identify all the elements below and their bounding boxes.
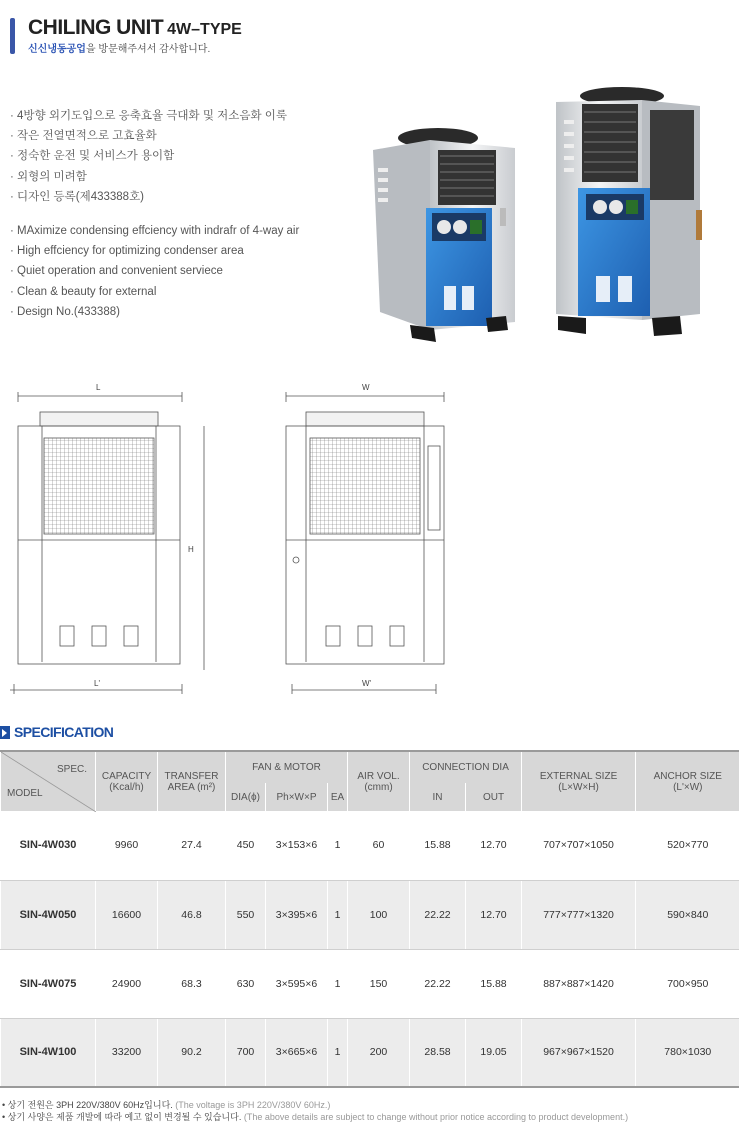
dim-label-w: W [362, 383, 370, 392]
cell-capacity: 24900 [96, 949, 158, 1018]
table-row [1, 1018, 739, 1087]
feature-en-5: · Design No.(433388) [10, 305, 120, 318]
note-1 [2, 1099, 628, 1111]
header-transfer-label: TRANSFER [164, 770, 219, 782]
header-transfer [158, 751, 226, 811]
header-accent-bar [10, 18, 15, 54]
feature-ko-4: · 외형의 미려함 [10, 170, 87, 183]
spec-heading-text: SPECIFICATION [14, 724, 114, 740]
header-external-label: EXTERNAL SIZE [539, 770, 618, 782]
table-row [1, 811, 739, 880]
cell-in: 15.88 [410, 811, 466, 880]
cell-area: 68.3 [158, 949, 226, 1018]
header-in: IN [410, 783, 466, 811]
footnotes [2, 1099, 628, 1123]
cell-in: 22.22 [410, 949, 466, 1018]
cell-dia: 700 [226, 1018, 266, 1087]
cell-model: SIN-4W030 [1, 811, 96, 880]
cell-capacity: 16600 [96, 880, 158, 949]
cell-ea: 1 [328, 949, 348, 1018]
note-1-ko: • 상기 전원은 3PH 220V/380V 60Hz입니다. [2, 1100, 173, 1110]
title-sub: 4W–TYPE [167, 21, 242, 38]
header-air-vol-unit: (cmm) [364, 781, 393, 793]
cell-area: 90.2 [158, 1018, 226, 1087]
cell-dia: 550 [226, 880, 266, 949]
cell-air: 200 [348, 1018, 410, 1087]
cell-external: 887×887×1420 [522, 949, 636, 1018]
header-air-vol [348, 751, 410, 811]
cell-in: 28.58 [410, 1018, 466, 1087]
cell-capacity: 33200 [96, 1018, 158, 1087]
dim-label-l-prime: L' [94, 679, 100, 688]
header-air-vol-label: AIR VOL. [357, 770, 400, 782]
feature-list [10, 106, 360, 322]
header-external [522, 751, 636, 811]
header-connection: CONNECTION DIA [410, 751, 522, 783]
header-phwp: Ph×W×P [266, 783, 328, 811]
cell-external: 967×967×1520 [522, 1018, 636, 1087]
feature-en-2: · High effciency for optimizing condenser area [10, 245, 244, 258]
note-1-en: (The voltage is 3PH 220V/380V 60Hz.) [175, 1100, 331, 1110]
large-unit-photo [556, 87, 702, 336]
cell-out: 12.70 [466, 880, 522, 949]
cell-anchor: 700×950 [636, 949, 739, 1018]
note-2 [2, 1111, 628, 1123]
feature-en-1: · MAximize condensing effciency with indrafr of 4-way air [10, 224, 300, 237]
header-dia: DIA(ϕ) [226, 783, 266, 811]
cell-out: 12.70 [466, 811, 522, 880]
header-transfer-area: AREA (m²) [167, 781, 216, 793]
feature-ko-1: · 4방향 외기도입으로 응축효율 극대화 및 저소음화 이룩 [10, 110, 287, 122]
spec-table [0, 750, 739, 1088]
cell-area: 27.4 [158, 811, 226, 880]
cell-anchor: 780×1030 [636, 1018, 739, 1087]
feature-ko-5: · 디자인 등록(제433388호) [10, 190, 145, 203]
dim-label-h: H [188, 545, 194, 554]
cell-phwp: 3×153×6 [266, 811, 328, 880]
dimension-drawings [0, 372, 739, 702]
header-out: OUT [466, 783, 522, 811]
header-capacity-label: CAPACITY [101, 770, 152, 782]
cell-ea: 1 [328, 1018, 348, 1087]
header-anchor-label: ANCHOR SIZE [653, 770, 722, 782]
note-2-en: (The above details are subject to change without prior notice according to product development.) [243, 1112, 629, 1122]
cell-out: 19.05 [466, 1018, 522, 1087]
dim-label-w-prime: W' [362, 679, 372, 688]
cell-ea: 1 [328, 880, 348, 949]
cell-air: 150 [348, 949, 410, 1018]
cell-phwp: 3×395×6 [266, 880, 328, 949]
cell-dia: 450 [226, 811, 266, 880]
feature-ko-2: · 작은 전열면적으로 고효율화 [10, 130, 157, 143]
cell-model: SIN-4W100 [1, 1018, 96, 1087]
cell-phwp: 3×595×6 [266, 949, 328, 1018]
cell-external: 777×777×1320 [522, 880, 636, 949]
cell-dia: 630 [226, 949, 266, 1018]
header-spec-model [1, 751, 96, 811]
header-anchor [636, 751, 739, 811]
cell-external: 707×707×1050 [522, 811, 636, 880]
header-spec: SPEC. [56, 764, 87, 775]
arrow-right-icon [0, 726, 10, 739]
cell-in: 22.22 [410, 880, 466, 949]
header-capacity [96, 751, 158, 811]
feature-ko-3: · 정숙한 운전 및 서비스가 용이함 [10, 150, 175, 163]
title-main: CHILING UNIT [28, 16, 164, 39]
cell-capacity: 9960 [96, 811, 158, 880]
header-capacity-unit: (Kcal/h) [109, 781, 144, 793]
cell-anchor: 590×840 [636, 880, 739, 949]
cell-area: 46.8 [158, 880, 226, 949]
cell-ea: 1 [328, 811, 348, 880]
tagline [28, 40, 210, 55]
front-view-drawing [10, 392, 204, 694]
header-external-unit: (L×W×H) [558, 781, 599, 793]
table-row [1, 880, 739, 949]
feature-en-3: · Quiet operation and convenient serviece [10, 265, 223, 278]
feature-en-4: · Clean & beauty for external [10, 285, 157, 298]
table-row [1, 949, 739, 1018]
cell-air: 60 [348, 811, 410, 880]
cell-out: 15.88 [466, 949, 522, 1018]
tagline-text: 을 방문해주셔서 감사합니다. [85, 44, 211, 55]
small-unit-photo [373, 128, 515, 342]
header-model: MODEL [7, 788, 43, 799]
tagline-brand: 신신냉동공업 [28, 44, 86, 55]
cell-phwp: 3×665×6 [266, 1018, 328, 1087]
cell-air: 100 [348, 880, 410, 949]
dim-label-l: L [96, 383, 101, 392]
feature-spacer [10, 207, 360, 221]
cell-anchor: 520×770 [636, 811, 739, 880]
cell-model: SIN-4W050 [1, 880, 96, 949]
header-anchor-unit: (L'×W) [673, 781, 703, 793]
cell-model: SIN-4W075 [1, 949, 96, 1018]
product-photos [360, 80, 739, 360]
header-fan-motor: FAN & MOTOR [226, 751, 348, 783]
page-title [28, 16, 242, 40]
side-view-drawing [286, 392, 444, 694]
header-ea: EA [328, 783, 348, 811]
note-2-ko: • 상기 사양은 제품 개발에 따라 예고 없이 변경될 수 있습니다. [2, 1112, 242, 1122]
